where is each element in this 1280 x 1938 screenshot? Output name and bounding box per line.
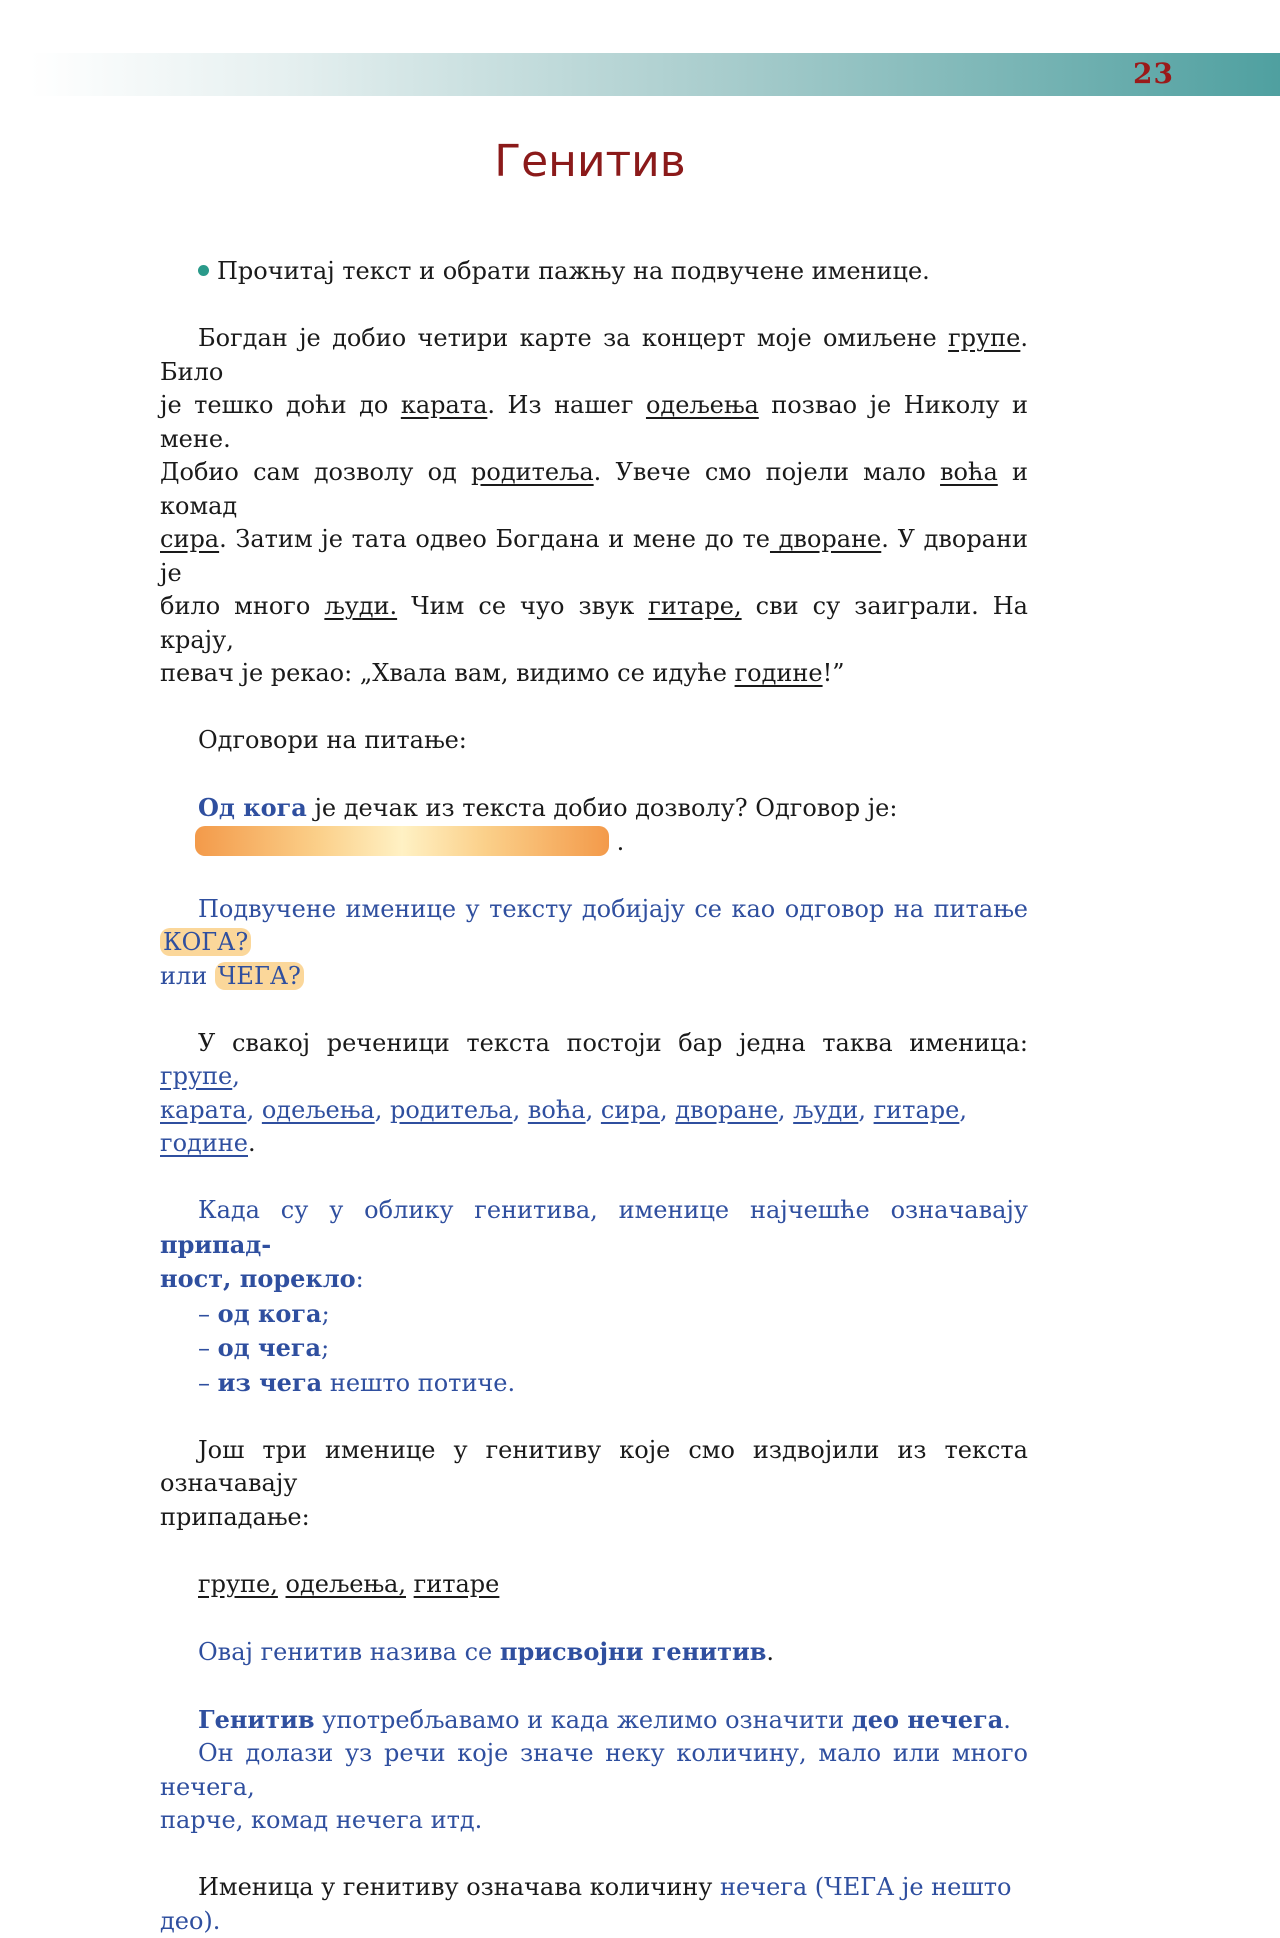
underlined-noun: карата — [400, 391, 488, 419]
example-word: родитеља — [389, 1095, 513, 1124]
header-bar — [30, 53, 1280, 96]
answer-field[interactable] — [195, 826, 609, 856]
answer-line: . — [160, 826, 1028, 860]
question: Од кога је дечак из текста добио дозволу? Одговор је: — [198, 793, 898, 822]
example-word: воћа — [527, 1095, 586, 1124]
list-item: – из чега нешто потиче. — [198, 1367, 516, 1397]
rule-partitive: Генитив употребљавамо и када желимо означити део нечега. Он долази уз речи које значе неку количину, мало или много нечега, парче, комад нечега итд. — [160, 1704, 1028, 1834]
rule-koga-chega: Подвучене именице у тексту добијају се као одговор на питање КОГА? или ЧЕГА? — [160, 894, 1028, 990]
example-word: године — [160, 1129, 248, 1157]
example-word: дворане — [675, 1095, 778, 1124]
story-paragraph: Богдан је добио четири карте за концерт моје омиљене групе. Било је тешко доћи до карата. Из нашег одељења позвао је Николу и мене. Добио сам дозволу од родитеља. Увече смо појели мало воћа и комад сира. Затим је тата одвео Богдана и мене до те дворане. У дворани је било много људи. Чим се чуо звук гитаре, сви су заиграли. На крају, певач је рекао: „Хвала вам, видимо се идуће године!” — [160, 324, 1029, 687]
content — [160, 255, 1028, 1938]
examples-paragraph: У свакој реченици текста постоји бар једна таква именица: групе, карата, одељења, родитеља, воћа, сира, дворане, људи, гитаре, године. — [160, 1028, 1028, 1157]
final-sentence: Именица у генитиву означава количину нечега (ЧЕГА је нешто део). — [160, 1873, 1012, 1935]
underlined-noun: године — [734, 659, 823, 687]
instruction: Прочитај текст и обрати пажњу на подвучене именице. — [160, 255, 1028, 289]
underlined-noun: сира — [160, 525, 220, 553]
possessive-words: групе, одељења, гитаре — [198, 1569, 500, 1598]
answer-prompt: Одговори на питање: — [198, 726, 467, 754]
highlight-chega: ЧЕГА? — [215, 962, 304, 990]
possessive-paragraph: Још три именице у генитиву које смо издвојили из текста означавају припадање: — [160, 1435, 1028, 1531]
underlined-noun: групе — [948, 324, 1021, 352]
list-item: – од чега; — [198, 1333, 330, 1362]
example-word: сира — [600, 1095, 660, 1124]
underlined-noun: воћа — [940, 458, 998, 486]
example-word: гитаре — [873, 1095, 960, 1124]
example-word: карата — [160, 1095, 247, 1124]
underlined-noun: одељења — [645, 391, 759, 419]
rule-possessive-genitive: Овај генитив назива се присвојни генитив. — [198, 1636, 775, 1666]
example-word: људи — [793, 1095, 859, 1124]
highlight-koga: КОГА? — [160, 928, 251, 956]
underlined-noun: људи. — [324, 592, 398, 620]
page-number: 23 — [1133, 57, 1174, 90]
underlined-noun: родитеља — [471, 458, 594, 486]
bullet-icon — [198, 265, 209, 276]
page-title: Генитив — [494, 136, 686, 187]
example-word: одељења — [261, 1095, 375, 1124]
rule-belonging: Када су у облику генитива, именице најчешће означавају припад- ност, порекло: – од кога; – од чега; – из чега нешто потиче. — [160, 1194, 1028, 1400]
underlined-noun: гитаре, — [648, 592, 742, 620]
underlined-noun: дворане — [769, 525, 882, 553]
list-item: – од кога; — [198, 1298, 330, 1328]
example-word: групе — [160, 1062, 233, 1090]
